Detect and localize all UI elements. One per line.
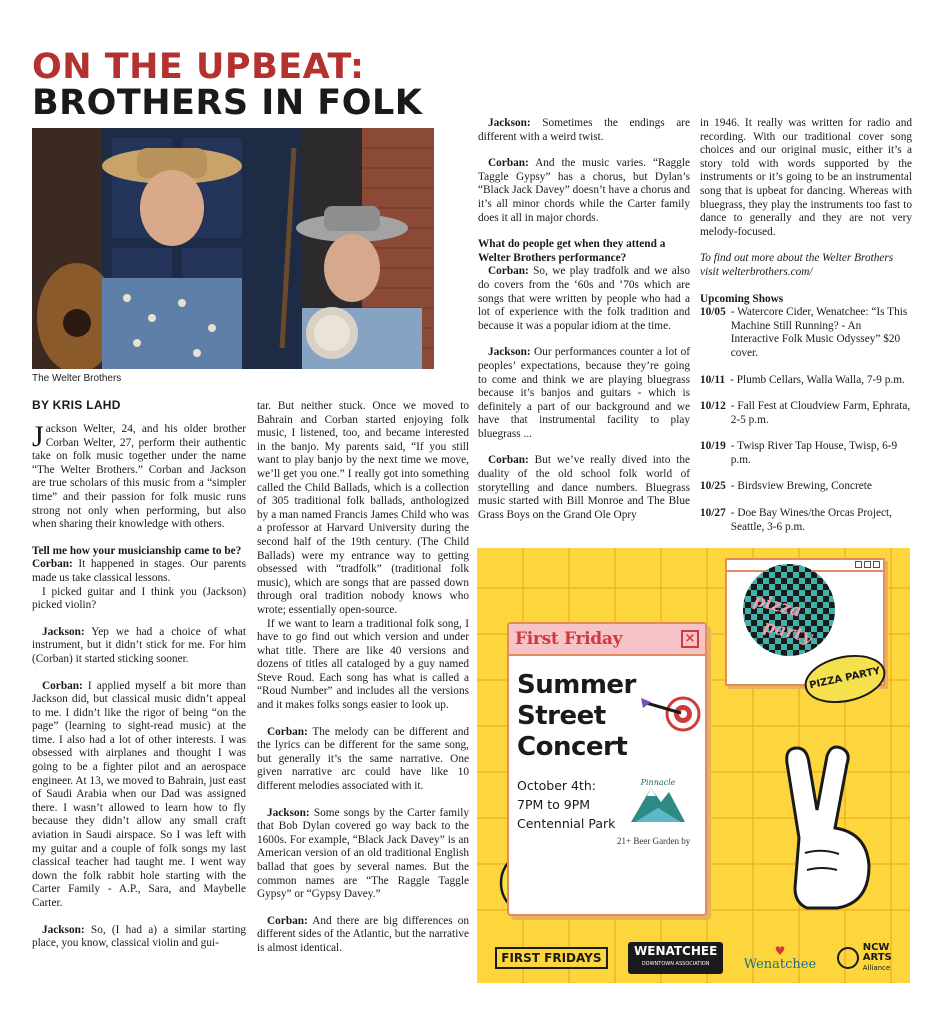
peace-hand-icon <box>787 747 869 908</box>
answer-text: I picked guitar and I think you (Jackson) picked violin? <box>32 585 246 612</box>
speaker: Jackson: <box>488 117 531 129</box>
answer-text: I applied myself a bit more than Jackson did, but classical music didn’t appeal to me. I didn’t like the rigor of being “on the page” (learning to sight-read music) at the time. I also had a lot of other interests. I was obsessed with airplanes and thought I was going to be a fighter pilot and an aerospace engineer. At 13, we moved to Bahrain, just east of Saudi Arabia when our Dad was assigned there. I wasn’t allowed to learn how to fly because they didn’t allow any small craft aviation in Saudi airspace. So I was left with my guitar and a couple of folk songs my last classical teacher had taught me. I went way down the folk rabbit hole starting with the Carter Family - A.P., Sara, and Maybelle Carter. <box>32 679 246 909</box>
paragraph: tar. But neither stuck. Once we moved to Bahrain and Corban started enjoying folk music, I listened, too, and became interested in the banjo. My parents said, “If you still want to play banjo by the next time we move, we’ll get you one.” I really got into something called the Child Ballads, which is a collection of 305 traditional folk ballads, anthologized by a man named Francis James Child who was a professor at Harvard University during the second half of the 19th century. (The Child Ballads) were my entrance way to getting obsessed with “tradfolk” (traditional folk music), which are songs that are passed down through oral tradition nobody knows who wrote; essentially open-source. <box>257 400 469 616</box>
ncw-arts-logo: NCW ARTS Alliance <box>837 943 892 973</box>
speaker: Corban: <box>267 725 308 738</box>
photo-caption: The Welter Brothers <box>32 373 122 384</box>
ncw-arts-mark-icon <box>837 947 859 969</box>
heart-icon: ♥ <box>774 944 786 958</box>
more-info: To find out more about the Welter Brothers visit welterbrothers.com/ <box>700 252 894 278</box>
show-item: 10/11 - Plumb Cellars, Walla Walla, 7-9 p.m. <box>700 373 905 386</box>
target-arrow-icon <box>639 692 703 736</box>
paragraph: in 1946. It really was written for radio and recording. With our traditional cover song choices and our original music, either it’s a story told with words supported by the instruments or it’s going to be an instrumental song that is upbeat for dancing. Whereas with bluegrass, they play the instruments too fast to dance to generally and they are not very melody-focused. <box>700 117 912 238</box>
answer-text: Our performances counter a lot of peoples’ expectations, because they’re going to come and think we are playing bluegrass because it’s banjos and guitars - which is definitely a part of our background and we have that instrumental facility to play bluegrass ... <box>478 346 690 440</box>
speaker: Jackson: <box>42 923 85 936</box>
pinnacle-logo: Pinnacle <box>627 778 689 840</box>
answer-text: But we’ve really dived into the duality of the old school folk world of storytelling and dance numbers. Bluegrass music started with Bill Monroe and The Blue Grass Boys on the Grand Ole Opry <box>478 454 690 521</box>
event-title: Summer Street Concert <box>517 670 636 762</box>
shows-heading: Upcoming Shows <box>700 292 784 305</box>
sponsor-logos <box>477 933 910 983</box>
answer-text: So, we play tradfolk and we also do covers from the ‘60s and ‘70s which are songs that were written by people who had a lot of experience with the folk tradition and because it was a popular idiom at the time. <box>478 265 690 332</box>
question-1: Tell me how your musicianship came to be? <box>32 544 242 557</box>
shows-list <box>700 306 912 534</box>
answer-text: The melody can be different and the lyrics can be different for the same song, but generally it’s the same narrative. One given narrative arc could have like 10 different melodies associated with it. <box>257 725 469 793</box>
headline: BROTHERS IN FOLK <box>32 83 423 123</box>
first-friday-ad <box>477 548 910 983</box>
event-location: Centennial Park <box>517 816 616 831</box>
article-column-1 <box>32 423 246 983</box>
article-column-4 <box>700 117 912 542</box>
event-details <box>517 776 615 833</box>
close-icon: × <box>681 630 699 648</box>
speaker: Jackson: <box>488 346 531 359</box>
first-fridays-logo: FIRST FRIDAYS <box>495 947 607 969</box>
event-window <box>507 622 707 916</box>
paragraph: If we want to learn a traditional folk song, I have to go find out which version and under what title. There are like 40 versions and dozens of titles all cataloged by a guy named Steve Roud. Each song has what is called a “Roud Number” and includes all the versions and it makes folks songs easier to look up. <box>257 617 469 712</box>
answer-text: It happened in stages. Our parents made us take classical lessons. <box>32 558 246 584</box>
article-column-3 <box>478 117 690 542</box>
pizza-party-badge: PIZZA PARTY <box>800 648 890 710</box>
speaker: Corban: <box>267 914 308 927</box>
speaker: Jackson: <box>42 625 85 638</box>
show-item: 10/05 - Watercore Cider, Wenatchee: “Is This Machine Still Running? - An Interactive Folk Music Odyssey” $20 cover. <box>700 306 908 359</box>
window-title: First Friday <box>515 629 623 649</box>
show-item: 10/12 - Fall Fest at Cloudview Farm, Ephrata, 2-5 p.m. <box>700 400 911 426</box>
show-item: 10/25 - Birdsview Brewing, Concrete <box>700 480 872 493</box>
speaker: Corban: <box>32 558 73 571</box>
drop-cap: J <box>32 423 44 453</box>
event-window-bar <box>509 624 705 656</box>
event-time: 7PM to 9PM <box>517 797 591 812</box>
band-photo <box>32 128 434 369</box>
speaker: Corban: <box>42 679 83 692</box>
speaker: Corban: <box>488 265 529 278</box>
speaker: Corban: <box>488 454 529 467</box>
show-item: 10/27 - Doe Bay Wines/the Orcas Project, Seattle, 3-6 p.m. <box>700 507 892 533</box>
beer-garden-label: 21+ Beer Garden by <box>617 836 691 846</box>
wenatchee-city-logo: ♥ Wenatchee <box>743 944 817 972</box>
speaker: Corban: <box>488 157 529 170</box>
website-link[interactable]: welterbrothers.com/ <box>721 265 813 278</box>
question-2: What do people get when they attend a Welter Brothers performance? <box>478 238 666 264</box>
answer-text: Yep we had a choice of what instrument, but it didn’t stick for me. For him (Corban) it started sticking sooner. <box>32 625 246 665</box>
party-word: party <box>761 616 815 648</box>
byline: BY KRIS LAHD <box>32 398 121 412</box>
speaker: Jackson: <box>267 806 310 819</box>
article-column-2 <box>257 400 469 985</box>
answer-text: And there are big differences on different sides of the Atlantic, but the narrative is almost identical. <box>257 914 469 954</box>
intro-paragraph: ackson Welter, 24, and his older brother Corban Welter, 27, perform their authentic take on folk music together under the name “The Welter Brothers.” Corban and Jackson are true scholars of this music from a “simpler time” and their passion for folk music runs strong not only when performing, but also when sharing their knowledge with others. <box>32 423 246 531</box>
kicker: ON THE UPBEAT: <box>32 47 365 87</box>
wenatchee-downtown-logo: WENATCHEE DOWNTOWN ASSOCIATION <box>628 942 723 974</box>
answer-text: So, (I had a) a similar starting place, you know, classical violin and gui- <box>32 923 246 950</box>
answer-text: Some songs by the Carter family that Bob Dylan covered go way back to the 1600s. For example, “Black Jack Davey” is an American version of an old traditional English ballad that goes by several names. But the common names are “The Raggle Taggle Gypsy” or “Gypsy Davey.” <box>257 806 469 901</box>
show-item: 10/19 - Twisp River Tap House, Twisp, 6-9 p.m. <box>700 440 898 466</box>
answer-text: Sometimes the endings are different with a weird twist. <box>478 117 690 143</box>
answer-text: And the music varies. “Raggle Taggle Gypsy” has a chorus, but Dylan’s “Black Jack Davey” doesn’t have a chorus and it’s all minor chords while the Carter family does it all in major chords. <box>478 157 690 224</box>
pizza-word: pizza <box>751 590 804 622</box>
event-date: October 4th: <box>517 778 596 793</box>
